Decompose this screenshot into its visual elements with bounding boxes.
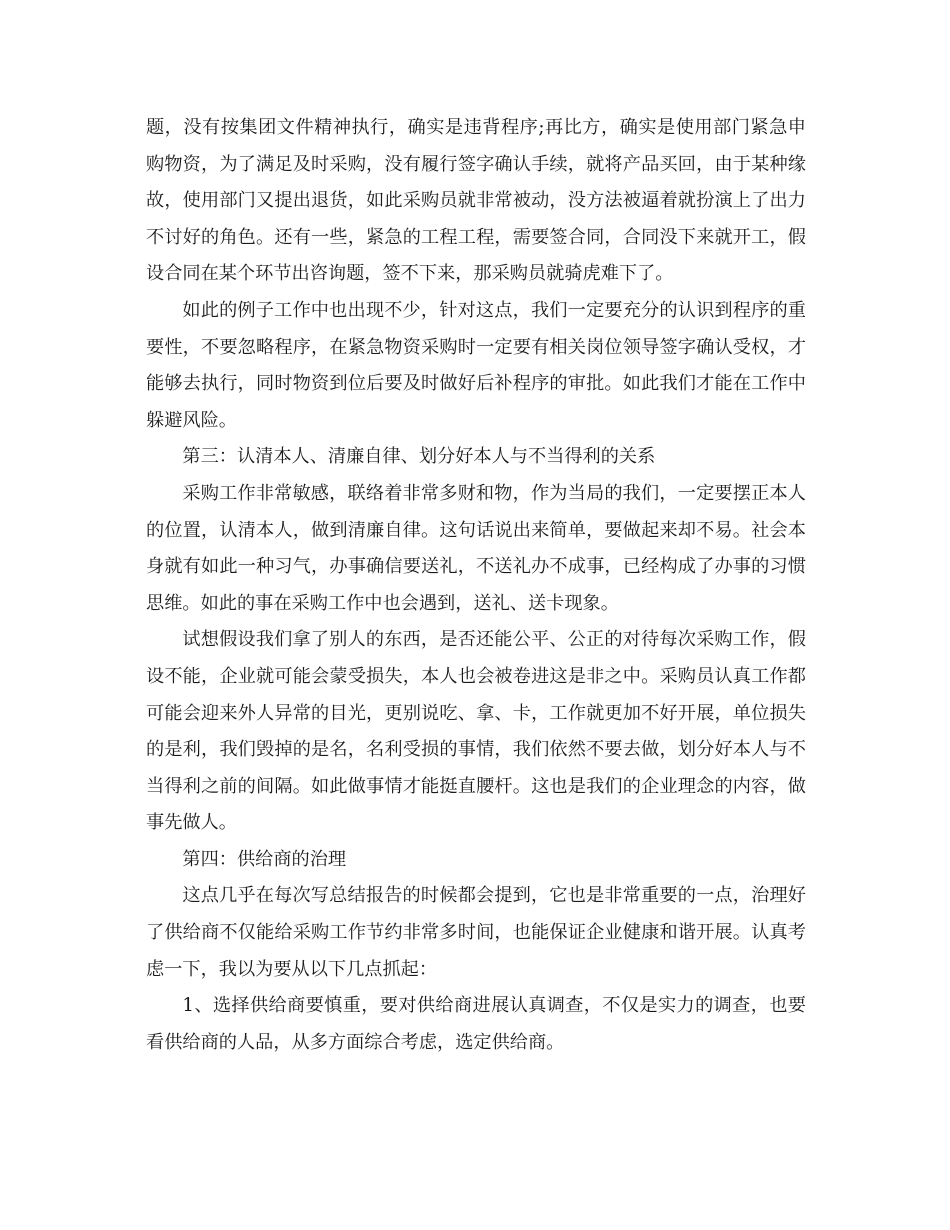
paragraph-procedure-importance: 如此的例子工作中也出现不少，针对这点，我们一定要充分的认识到程序的重要性，不要忽略程序，在紧急物资采购时一定要有相关岗位领导签字确认受权，才能够去执行，同时物资到位后要及时做好后补程序的审批。如此我们才能在工作中躲避风险。 [146,299,806,431]
section-heading-three: 第三：认清本人、清廉自律、划分好本人与不当得利的关系 [182,446,656,468]
document-body [146,110,806,1061]
section-heading-four: 第四：供给商的治理 [182,848,347,870]
paragraph-self-discipline: 采购工作非常敏感，联络着非常多财和物，作为当局的我们，一定要摆正本人的位置，认清本人，做到清廉自律。这句话说出来简单，要做起来却不易。社会本身就有如此一种习气，办事确信要送礼，不送礼办不成事，已经构成了办事的习惯思维。如此的事在采购工作中也会遇到，送礼、送卡现象。 [146,482,806,614]
list-item-supplier-selection: 1、选择供给商要慎重，要对供给商进展认真调查，不仅是实力的调查，也要看供给商的人品，从多方面综合考虑，选定供给商。 [146,995,806,1053]
paragraph-supplier-management: 这点几乎在每次写总结报告的时候都会提到，它也是非常重要的一点，治理好了供给商不仅能给采购工作节约非常多时间，也能保证企业健康和谐开展。认真考虑一下，我以为要从以下几点抓起： [146,885,806,980]
paragraph-continuation: 题，没有按集团文件精神执行，确实是违背程序;再比方，确实是使用部门紧急申购物资，为了满足及时采购，没有履行签字确认手续，就将产品买回，由于某种缘故，使用部门又提出退货，如此采购员就非常被动，没方法被逼着就扮演上了出力不讨好的角色。还有一些，紧急的工程工程，需要签合同，合同没下来就开工，假设合同在某个环节出咨询题，签不下来，那采购员就骑虎难下了。 [146,117,806,285]
paragraph-fairness: 试想假设我们拿了别人的东西，是否还能公平、公正的对待每次采购工作，假设不能，企业就可能会蒙受损失，本人也会被卷进这是非之中。采购员认真工作都可能会迎来外人异常的目光，更别说吃、拿、卡，工作就更加不好开展，单位损失的是利，我们毁掉的是名，名利受损的事情，我们依然不要去做，划分好本人与不当得利之前的间隔。如此做事情才能挺直腰杆。这也是我们的企业理念的内容，做事先做人。 [146,629,806,834]
